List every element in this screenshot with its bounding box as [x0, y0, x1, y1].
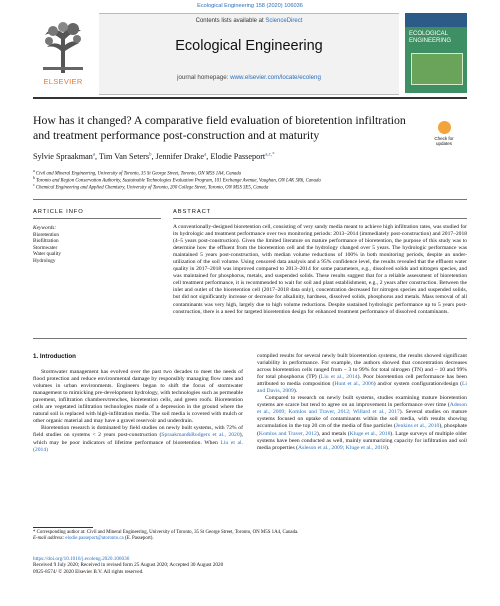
affiliation-sup: c [33, 183, 35, 187]
journal-banner [99, 13, 399, 95]
corresponding-author: * Corresponding author at: Civil and Mineral Engineering, University of Toronto, 35 St George Street, Toronto, ON M5S 1A4, Canada. [33, 530, 299, 535]
homepage-prefix: journal homepage: [177, 74, 231, 81]
publication-info [33, 556, 333, 575]
citation-link[interactable]: Li and Davis, 2009 [257, 381, 467, 395]
author-name[interactable]: Elodie Passeport [210, 152, 266, 161]
keyword: Stormwater [33, 244, 58, 251]
keyword: Biofiltration [33, 238, 59, 245]
contents-line [99, 18, 399, 24]
elsevier-logo [33, 13, 93, 93]
text-run: Bioretention research is dominated by field studies on newly built systems, with 72% of field studies on systems < 2 years post-construction ( [33, 425, 243, 439]
abstract-rule [173, 218, 467, 219]
journal-header [33, 13, 467, 93]
journal-cover [405, 13, 467, 93]
check-updates-badge[interactable] [428, 121, 460, 149]
abstract-bottom-rule [33, 338, 467, 339]
journal-citation[interactable]: Ecological Engineering 158 (2020) 106036 [197, 3, 303, 9]
body-paragraph [257, 353, 467, 395]
journal-homepage [99, 74, 399, 81]
affiliation-sup: a [33, 169, 35, 173]
keyword: Hydrology [33, 257, 56, 264]
text-run: ), and metals ( [316, 430, 350, 437]
text-run: ). [385, 444, 390, 451]
affiliation-text: Civil and Mineral Engineering, University of Toronto, 35 St George Street, Toronto, ON M5S 1A4, Canada [35, 171, 242, 177]
body-paragraph [33, 425, 243, 453]
keywords-label: Keywords: [33, 225, 57, 231]
text-run: ). Poor bioretention cell performance has been attributed to media composition ( [257, 374, 467, 388]
check-updates-icon [438, 121, 451, 134]
abstract-label: ABSTRACT [173, 209, 212, 215]
citation-link[interactable]: Hunt et al., 2006 [334, 381, 374, 388]
text-run: ), phosphate ( [257, 423, 467, 437]
cover-photo [411, 53, 463, 85]
abstract-text: A conventionally-designed bioretention cell, consisting of very sandy media meant to achieve high infiltration rates, was studied for its hydrologic and treatment performance over two monitoring periods: 2013–2014 (immediately post-construction) and 2017–2018 (4–5 years post-construction). Given the limited literature on mature performance of bioretention, the purpose of this study was to determine how the effluent from the bioretention cell and the hydrology changed over 5 years. The hydrologic performance was maintained 5 years post-construction, with median volume reductions of 100% in both monitoring periods, despite an under-utilization of the soil volume. Using censored data analysis and a 95% confidence level, the results revealed that the effluent water quality in 2017–2018 was improved compared to 2013–2014 for some parameters, e.g., dissolved solids and nitrogen species, and was maintained for phosphorus, metals, and suspended solids. These results suggest that for a reliable assessment of bioretention cell treatment performance, it is recommended to wait for soil and plant establishment, e.g., 2 years after construction. Between the inlet and outlet of the bioretention cell (2017–2018 data only), concentration decreased for nitrogen species and suspended solids, but did not significantly increase or decrease for alkalinity, hardness, dissolved solids, phosphorus and metals. Mass removal of all contaminants was very high, largely due to high volume reductions. Despite sustained hydrologic performance up to 5 years post-construction, there is a need for targeted bioretention design for enhanced treatment performance of dissolved contaminants. [173, 224, 467, 315]
section-heading: 1. Introduction [33, 353, 76, 360]
citation-link[interactable]: Kluge et al., 2018 [349, 430, 391, 437]
article-info-rule [33, 218, 161, 219]
citation-link[interactable]: Asleson et al., 2009; Kluge et al., 2018 [298, 444, 386, 451]
text-run: ). [293, 388, 298, 395]
body-column-right [257, 353, 467, 452]
keyword: Bioretention [33, 232, 59, 238]
contents-prefix: Contents lists available at [195, 18, 266, 24]
cover-title: ECOLOGICAL ENGINEERING [409, 31, 452, 44]
article-info-label: ARTICLE INFO [33, 209, 84, 215]
author-name[interactable]: Jennifer Drake [155, 152, 205, 161]
affiliation-sup: b [33, 176, 35, 180]
citation-link[interactable]: Liu et al., 2014 [320, 374, 358, 381]
affiliation [33, 182, 467, 192]
author-name[interactable]: Tim Van Seters [99, 152, 150, 161]
author-sup[interactable]: b [149, 152, 152, 158]
email-suffix: (E. Passeport). [123, 536, 154, 542]
received-dates: Received 9 July 2020; Received in revised form 25 August 2020; Accepted 30 August 2020 [33, 562, 224, 569]
citation-link[interactable]: Adeson et al., 2009; Komlos and Traver, 2012; Willard et al., 2017 [257, 402, 467, 416]
text-run: ). Several studies on mature systems focused on uptake of contaminants within the soil media, with results showing accumulation in the top 20 cm of the media of fine particles ( [257, 409, 467, 430]
text-run: ), which may be poor indicators of lifetime performance of bioretention. When [33, 432, 243, 446]
author-list: Sylvie Spraakman$^a$, Tim Van Seters$^b$, Jennifer Drake$^a$, Elodie Passeport$^{a,c,*}$ [33, 152, 275, 161]
author-sup[interactable]: a [204, 152, 207, 158]
citation-link[interactable]: Liu et al. (2014) [33, 439, 243, 453]
homepage-link[interactable]: www.elsevier.com/locate/ecoleng [230, 74, 321, 81]
email-line [33, 536, 467, 542]
header-rule [33, 97, 467, 99]
email-label: E-mail address: [33, 536, 66, 542]
footnote [33, 530, 467, 543]
author-sup[interactable]: a,c,* [265, 152, 275, 158]
body-paragraph: Stormwater management has evolved over the past two decades to meet the needs of flood protection and reduce environmental damage by responsibly managing flow rates and volumes in urban environments. Engineers began to shift the focus of stormwater management to mimicking pre-development hydrology, with technologies such as permeable pavement, infiltration chambers/trenches, bioretention cells, and green roofs. Bioretention cells are vegetated infiltration technologies made of a depression in the ground where the natural soil is replaced with high-infiltration media. The soil media is covered with mulch or other organic material and may have a gravel reservoir and underdrain. [33, 369, 243, 425]
footnote-rule [33, 527, 93, 528]
keyword-list [33, 232, 133, 264]
body-column-left [33, 353, 243, 454]
body-paragraph [257, 395, 467, 451]
issn-copyright: 0925-8574/ © 2020 Elsevier B.V. All rights reserved. [33, 568, 144, 575]
affiliation-text: Toronto and Region Conservation Authority, Sustainable Technologies Evaluation Program, 101 Exchange Avenue, Vaughan, ON L4K 5R6, Canada [36, 178, 321, 184]
text-run: Compared to research on newly built systems, studies examining mature bioretention systems are scarce but tend to agree on an improvement in performance over time ( [257, 395, 467, 409]
journal-title: Ecological Engineering [175, 38, 323, 54]
doi-link[interactable]: https://doi.org/10.1016/j.ecoleng.2020.106036 [33, 556, 130, 562]
text-run: ). Large surveys of multiple older systems have been conducted as well, mainly summarizing capacity for infiltration and soil media properties ( [257, 430, 467, 451]
paper-title: How has it changed? A comparative field evaluation of bioretention infiltration and treatment performance post-construction and at maturity [33, 113, 406, 142]
keyword: Water quality [33, 251, 61, 258]
author-name[interactable]: Sylvie Spraakman [33, 152, 93, 161]
author-sup[interactable]: a [92, 152, 96, 158]
cover-band [405, 13, 467, 27]
publisher-name: ELSEVIER [43, 77, 83, 86]
elsevier-tree-icon [41, 21, 85, 73]
affiliation-text: Chemical Engineering and Applied Chemistry, University of Toronto, 200 College Street, Toronto, ON M5S 3E5, Canada [35, 185, 269, 191]
sciencedirect-link[interactable]: ScienceDirect [265, 18, 303, 24]
citation-link[interactable]: Komlos and Traver, 2012 [258, 430, 317, 437]
citation-link[interactable]: Jenkins et al., 2010 [395, 423, 440, 430]
check-updates-label: Check for updates [434, 136, 454, 146]
text-run: ) and/or system configuration/design ( [373, 381, 462, 388]
section-rule [33, 199, 467, 200]
text-run: compiled results for several newly built bioretention systems, the results showed significant variability in performance. For example, the authors showed that concentration decreases across bioretention cells ranged from − 3 to 99% for total nitrogen (TN) and − 10 and 99% for total phosphorus (TP) ( [257, 353, 467, 381]
citation-link[interactable]: Spraakman&Rodgers et al., 2020 [161, 432, 240, 439]
email-link[interactable]: elodie.passeport@utoronto.ca [65, 536, 124, 542]
